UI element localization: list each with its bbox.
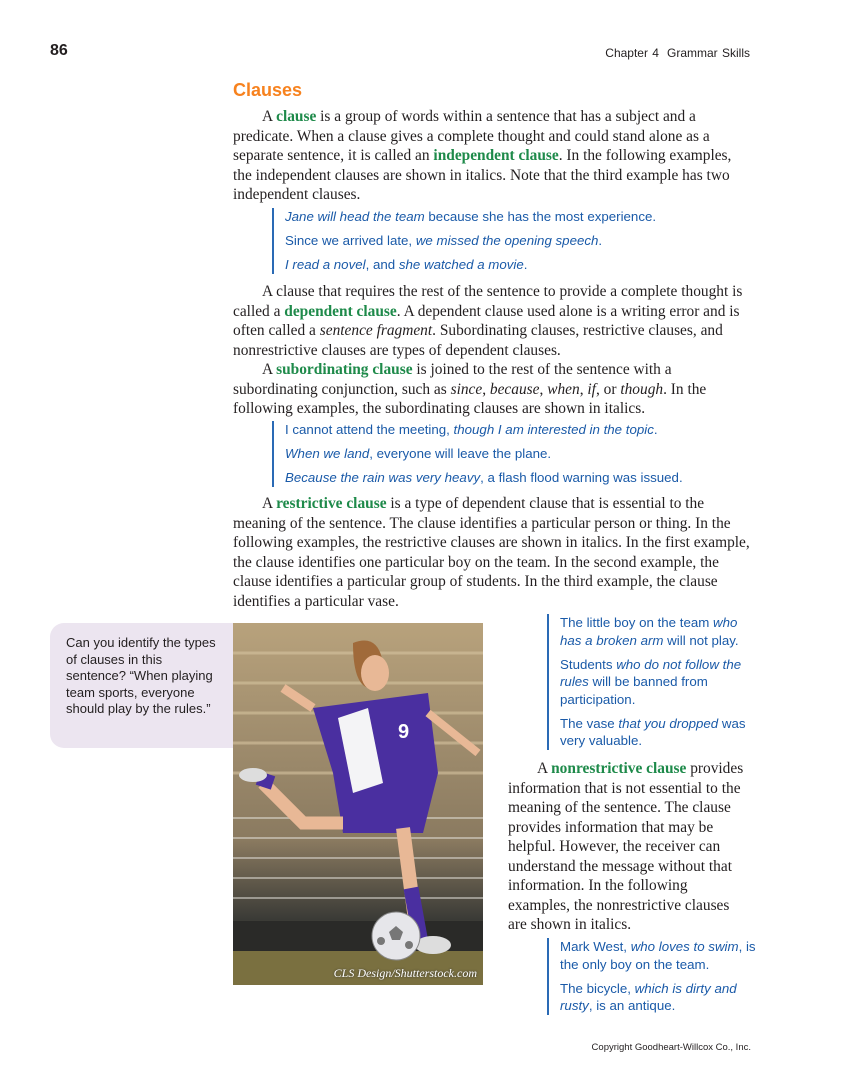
key-term: dependent clause: [284, 302, 397, 320]
text-run: A: [262, 108, 277, 125]
running-head: [605, 46, 750, 60]
text-run: .: [598, 233, 603, 248]
key-term: nonrestrictive clause: [551, 760, 687, 777]
italic-text: we missed the opening speech: [415, 233, 599, 248]
nonrestrictive-clause-examples: [547, 938, 760, 1015]
example-sentence: [560, 715, 760, 750]
italic-text: Jane will head the team: [285, 209, 425, 224]
text-run: ,: [482, 380, 490, 398]
key-term: restrictive clause: [276, 495, 387, 512]
italic-text: who has a broken arm: [560, 615, 738, 648]
chapter-label: Chapter 4: [605, 46, 659, 60]
text-run: is a group of words within a sentence that has a subject and a predicate. When a clause gives a complete thought and could stand alone as a separate sentence, it is called an: [233, 108, 710, 164]
text-run: The bicycle,: [560, 980, 635, 996]
text-run: because she has the most experience.: [424, 209, 657, 224]
text-run: A: [262, 495, 277, 512]
italic-text: Because the rain was very heavy: [285, 470, 481, 485]
photo-illustration: [233, 623, 483, 985]
text-run: I cannot attend the meeting,: [285, 422, 454, 437]
example-sentence: [285, 256, 755, 274]
text-run: A: [537, 760, 552, 777]
chapter-title: Grammar Skills: [666, 46, 750, 60]
example-sentence: [285, 232, 755, 250]
example-sentence: [560, 938, 760, 973]
italic-text: who do not follow the rules: [560, 656, 742, 689]
text-run: A clause that requires the rest of the sentence to provide a complete thought is called a: [233, 283, 743, 320]
text-run: .: [523, 257, 528, 272]
key-term: clause: [276, 108, 317, 125]
text-run: . Subordinating clauses, restrictive clauses, and nonrestrictive clauses are types of dependent clauses.: [233, 322, 723, 359]
text-run: .: [653, 422, 658, 437]
example-sentence: [285, 208, 755, 226]
paragraph-dependent-clause: [233, 282, 751, 360]
key-term: subordinating clause: [276, 361, 413, 378]
paragraph-subordinating-clause: [233, 360, 751, 419]
text-run: The vase: [560, 715, 619, 731]
text-run: The little boy on the team: [560, 615, 713, 630]
svg-text:9: 9: [398, 721, 410, 743]
italic-text: when: [547, 380, 580, 398]
text-run: . A dependent clause used alone is a writing error and is often called a: [233, 302, 740, 339]
text-run: ,: [539, 380, 548, 398]
text-run: is a type of dependent clause that is essential to the meaning of the sentence. The clause identifies a particular person or thing. In the following examples, the restrictive clauses are shown in italics. In the first example, the clause identifies one particular boy on the team. In the second example, the clause identifies a particular group of students. In the third example, the clause identifies a particular vase.: [233, 495, 750, 610]
paragraph-nonrestrictive-clause: [508, 759, 751, 935]
text-run: provides information that is not essential to the meaning of the sentence. The clause provides information that may be helpful. However, the receiver can understand the message without that information. In the following examples, the nonrestrictive clauses are shown in italics.: [508, 760, 744, 933]
italic-text: she watched a movie: [398, 257, 524, 272]
italic-text: who loves to swim: [630, 939, 739, 954]
section-title: Clauses: [233, 80, 303, 100]
italic-text: sentence fragment: [319, 322, 433, 339]
example-sentence: [560, 614, 760, 649]
paragraph-restrictive-clause: [233, 494, 751, 611]
example-sentence: [285, 469, 755, 487]
example-sentence: [560, 656, 760, 709]
example-sentence: [560, 980, 760, 1015]
paragraph-clause-definition: [233, 107, 751, 205]
italic-text: because: [489, 380, 540, 398]
example-sentence: [285, 445, 755, 463]
page-number: 86: [50, 42, 68, 59]
text-run: , everyone will leave the plane.: [369, 446, 552, 461]
italic-text: if: [587, 380, 596, 398]
text-run: was very valuable.: [560, 715, 746, 748]
text-run: will be banned from participation.: [560, 674, 708, 707]
text-run: . In the following examples, the subordinating clauses are shown in italics.: [233, 380, 707, 417]
copyright-notice: Copyright Goodheart-Willcox Co., Inc.: [591, 1042, 751, 1053]
text-run: is joined to the rest of the sentence with a subordinating conjunction, such as: [233, 361, 672, 398]
text-run: , and: [365, 257, 399, 272]
photo-credit: CLS Design/Shutterstock.com: [333, 966, 477, 980]
italic-text: which is dirty and rusty: [560, 980, 737, 1013]
italic-text: that you dropped: [618, 715, 719, 731]
italic-text: though I am interested in the topic: [453, 422, 654, 437]
key-term: independent clause: [433, 147, 559, 164]
text-run: ,: [579, 380, 588, 398]
independent-clause-examples: [272, 208, 755, 274]
sidebar-question: Can you identify the types of clauses in this sentence? “When playing team sports, everyone should play by the rules.”: [50, 623, 233, 748]
example-sentence: [285, 421, 755, 439]
text-run: Since we arrived late,: [285, 233, 416, 248]
text-run: , is the only boy on the team.: [560, 939, 756, 972]
text-run: , is an antique.: [588, 998, 676, 1013]
text-run: will not play.: [663, 632, 739, 648]
text-run: . In the following examples, the independent clauses are shown in italics. Note that the third example has two independent clauses.: [233, 147, 732, 203]
italic-text: I read a novel: [285, 257, 366, 272]
soccer-player-photo: [233, 623, 483, 985]
text-run: , or: [595, 380, 621, 398]
subordinating-clause-examples: [272, 421, 755, 487]
italic-text: since: [450, 380, 483, 398]
text-run: A: [262, 361, 277, 378]
restrictive-clause-examples: [547, 614, 760, 750]
italic-text: When we land: [285, 446, 370, 461]
text-run: , a flash flood warning was issued.: [480, 470, 683, 485]
dependent-section: [233, 282, 751, 419]
text-run: Mark West,: [560, 939, 631, 954]
text-run: Students: [560, 656, 617, 672]
italic-text: though: [620, 380, 664, 398]
